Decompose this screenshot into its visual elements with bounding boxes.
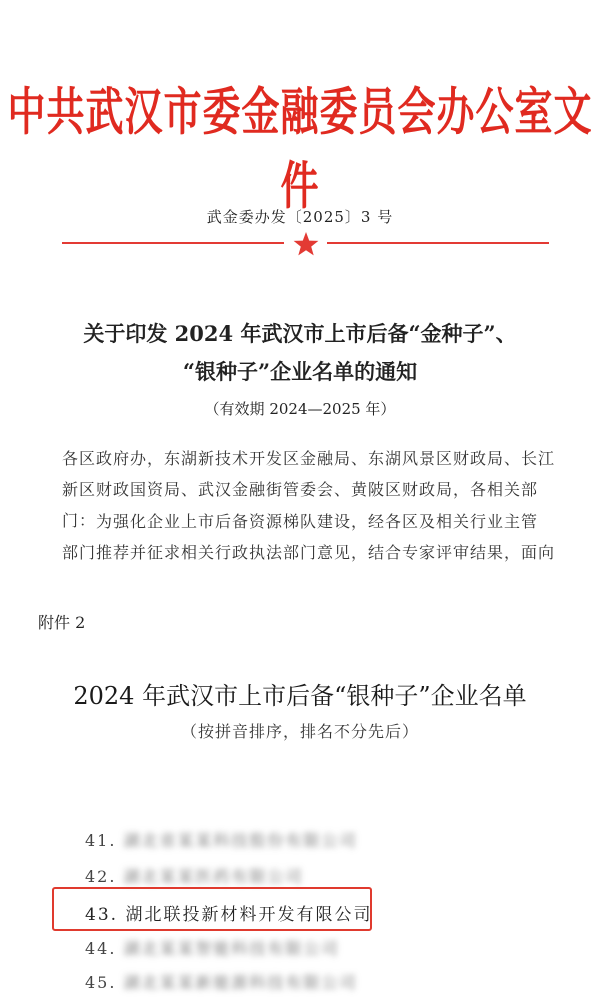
body-paragraph-line-2: 部门推荐并征求相关行政执法部门意见，结合专家评审结果，面向 — [62, 543, 556, 562]
list-item — [85, 970, 358, 993]
document-header-title: 中共武汉市委金融委员会办公室文件 — [7, 82, 593, 216]
list-title: 2024 年武汉市上市后备“银种子”企业名单 — [73, 682, 527, 710]
document-number: 武金委办发〔2025〕3 号 — [206, 208, 394, 226]
attachment-label: 附件 2 — [38, 613, 86, 632]
list-item-name-redacted: 湖北省某某科技股份有限公司 — [123, 831, 358, 850]
red-star-icon — [292, 230, 320, 258]
list-item-name-redacted: 湖北某某医药有限公司 — [123, 867, 304, 886]
recipients-line-2: 新区财政国资局、武汉金融街管委会、黄陂区财政局，各相关部门： — [62, 480, 539, 530]
list-item-number: 45. — [85, 973, 117, 992]
list-item-number: 43. — [85, 905, 119, 925]
list-item-highlighted — [85, 900, 372, 925]
validity-period: （有效期 2024—2025 年） — [204, 400, 396, 418]
list-item-number: 41. — [85, 831, 117, 850]
list-item-name-redacted: 湖北某某智能科技有限公司 — [123, 939, 340, 958]
notice-title-line-2: “银种子”企业名单的通知 — [182, 359, 418, 384]
recipients-line-1: 各区政府办，东湖新技术开发区金融局、东湖风景区财政局、长江 — [62, 449, 556, 468]
header-divider-right — [327, 242, 549, 244]
list-item — [85, 936, 340, 959]
sort-note: （按拼音排序，排名不分先后） — [180, 722, 419, 741]
list-item-number: 42. — [85, 867, 117, 886]
list-item-name-redacted: 湖北某某新能源科技有限公司 — [123, 973, 358, 992]
notice-title-line-1: 关于印发 2024 年武汉市上市后备“金种子”、 — [83, 321, 517, 346]
header-divider-left — [62, 242, 284, 244]
list-item-name: 湖北联投新材料开发有限公司 — [125, 905, 373, 925]
list-item — [85, 864, 304, 887]
body-paragraph-line-1: 为强化企业上市后备资源梯队建设，经各区及相关行业主管 — [96, 512, 539, 531]
list-item — [85, 828, 358, 851]
list-item-number: 44. — [85, 939, 117, 958]
